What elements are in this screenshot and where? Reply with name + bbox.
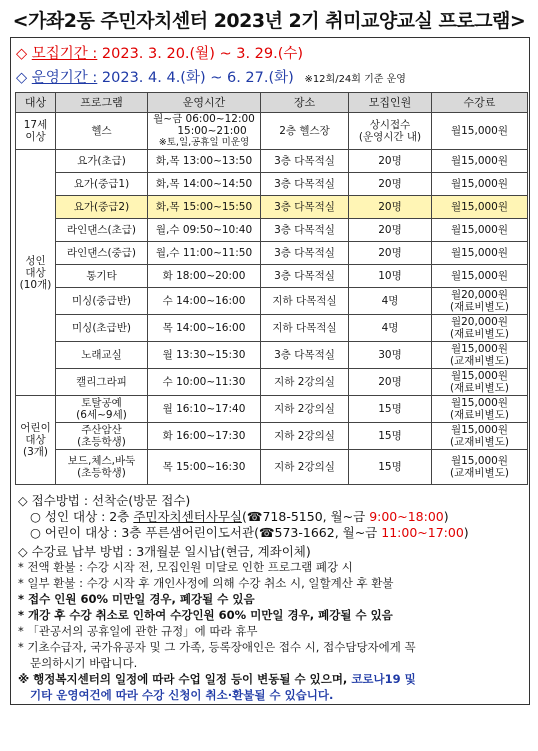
- cell-program: [56, 396, 148, 423]
- table-row: [16, 150, 528, 173]
- header-program: 프로그램: [56, 93, 148, 113]
- cell-line: 라인댄스(중급): [66, 247, 137, 259]
- cell-quota: [349, 173, 432, 196]
- header-time: 운영시간: [148, 93, 261, 113]
- table-row: [16, 423, 528, 450]
- cell-line: 월15,000원: [450, 424, 509, 436]
- cell-line: 노래교실: [81, 349, 122, 361]
- cell-line: 4명: [381, 322, 399, 334]
- cell-line: 지하 다목적실: [272, 295, 337, 307]
- cell-quota: [349, 113, 432, 150]
- cell-fee: [432, 369, 528, 396]
- cell-line: 지하 2강의실: [274, 403, 335, 415]
- note-line: [30, 655, 137, 671]
- cell-place: [261, 450, 349, 485]
- cell-program: [56, 242, 148, 265]
- cell-line: 20명: [378, 201, 402, 213]
- cell-line: 20명: [378, 376, 402, 388]
- cell-line: 헬스: [91, 125, 112, 137]
- cell-line: 30명: [378, 349, 402, 361]
- cell-line: 요가(중급1): [73, 178, 130, 190]
- cell-line: (재료비별도): [450, 301, 509, 313]
- cell-time: [148, 265, 261, 288]
- cell-line: 15명: [378, 403, 402, 415]
- cell-line: (재료비별도): [450, 382, 509, 394]
- note-text: 기타 운영여건에 따라 수강 신청이 취소·환불될 수 있습니다.: [30, 688, 334, 702]
- cell-line: 3층 다목적실: [274, 201, 335, 213]
- cell-time: [148, 288, 261, 315]
- cell-quota: [349, 196, 432, 219]
- note-text: ※ 행정복지센터의 일정에 따라 수업 일정 등이 변동될 수 있으며,: [18, 672, 352, 686]
- cell-line: (초등학생): [77, 467, 126, 479]
- cell-line: 화,목 14:00~14:50: [155, 178, 253, 190]
- apply-adult-office: 주민자치센터사무실: [133, 509, 243, 524]
- cell-time: [148, 315, 261, 342]
- cell-fee: [432, 342, 528, 369]
- cell-place: [261, 342, 349, 369]
- cell-line: ※토,일,공휴일 미운영: [158, 137, 250, 148]
- cell-fee: [432, 265, 528, 288]
- cell-line: 화 16:00~17:30: [162, 430, 246, 442]
- cell-line: 토탈공예: [81, 397, 122, 409]
- cell-line: 월15,000원: [450, 247, 509, 259]
- cell-line: (초등학생): [77, 436, 126, 448]
- cell-line: 요가(초급): [77, 155, 126, 167]
- cell-line: 지하 2강의실: [274, 376, 335, 388]
- cell-place: [261, 288, 349, 315]
- cell-line: 지하 다목적실: [272, 322, 337, 334]
- cell-time: [148, 150, 261, 173]
- table-row: [16, 173, 528, 196]
- cell-line: 15:00~21:00: [177, 125, 247, 137]
- group-label: 17세 이상: [23, 119, 48, 143]
- note-line: * 전액 환불 : 수강 시작 전, 모집인원 미달로 인한 프로그램 폐강 시: [18, 560, 353, 574]
- target-group-adult17: [16, 113, 56, 150]
- cell-place: [261, 315, 349, 342]
- cell-line: (재료비별도): [450, 328, 509, 340]
- cell-line: 월15,000원: [450, 370, 509, 382]
- cell-line: 10명: [378, 270, 402, 282]
- cell-program: [56, 342, 148, 369]
- cell-line: 3층 다목적실: [274, 155, 335, 167]
- cell-fee: [432, 450, 528, 485]
- cell-fee: [432, 288, 528, 315]
- cell-line: 3층 다목적실: [274, 224, 335, 236]
- header-quota: 모집인원: [349, 93, 432, 113]
- cell-place: [261, 196, 349, 219]
- cell-line: (6세~9세): [76, 409, 127, 421]
- cell-line: 미싱(초급반): [72, 322, 131, 334]
- cell-line: 캘리그라피: [76, 376, 127, 388]
- cell-quota: [349, 369, 432, 396]
- apply-child: [30, 523, 469, 541]
- cell-quota: [349, 288, 432, 315]
- cell-fee: [432, 196, 528, 219]
- cell-line: 통기타: [86, 270, 117, 282]
- cell-line: 2층 헬스장: [279, 125, 330, 137]
- cell-place: [261, 150, 349, 173]
- recruit-period: [16, 42, 303, 63]
- note-text: 문의하시기 바랍니다.: [30, 656, 138, 670]
- table-row: [16, 369, 528, 396]
- table-row: [16, 196, 528, 219]
- cell-line: (운영시간 내): [358, 131, 422, 143]
- note-text: * 기초수급자, 국가유공자 및 그 가족, 등록장애인은 접수 시, 접수담당자에게 꼭: [18, 640, 416, 654]
- cell-place: [261, 423, 349, 450]
- note-text: 코로나19 및: [351, 672, 416, 686]
- cell-quota: [349, 242, 432, 265]
- cell-line: 라인댄스(초급): [66, 224, 137, 236]
- cell-time: [148, 242, 261, 265]
- cell-fee: [432, 315, 528, 342]
- cell-line: 미싱(중급반): [72, 295, 131, 307]
- cell-fee: [432, 396, 528, 423]
- cell-place: [261, 242, 349, 265]
- cell-line: 월20,000원: [450, 289, 509, 301]
- operate-value: 2023. 4. 4.(화) ~ 6. 27.(화): [101, 70, 294, 86]
- group-label: 성인 대상 (10개): [19, 254, 52, 291]
- cell-program: [56, 315, 148, 342]
- target-group-adult: [16, 150, 56, 396]
- apply-adult-text: ○ 성인 대상 : 2층: [30, 509, 134, 524]
- note-line: * 일부 환불 : 수강 시작 후 개인사정에 의해 수강 취소 시, 일할계산 후 환불: [18, 576, 394, 590]
- cell-line: 보드,체스,바둑: [67, 455, 136, 467]
- cell-line: 월,수 11:00~11:50: [155, 247, 253, 259]
- apply-adult-hours: 9:00~18:00: [369, 509, 444, 524]
- header-place: 장소: [261, 93, 349, 113]
- cell-program: [56, 219, 148, 242]
- cell-line: 화,목 15:00~15:50: [155, 201, 253, 213]
- cell-fee: [432, 173, 528, 196]
- cell-fee: [432, 219, 528, 242]
- cell-place: [261, 219, 349, 242]
- cell-program: [56, 450, 148, 485]
- cell-quota: [349, 265, 432, 288]
- cell-line: 20명: [378, 224, 402, 236]
- group-label: 어린이 대상 (3개): [20, 422, 51, 458]
- cell-quota: [349, 219, 432, 242]
- cell-line: 월15,000원: [450, 155, 509, 167]
- cell-quota: [349, 423, 432, 450]
- table-row: [16, 265, 528, 288]
- cell-program: [56, 173, 148, 196]
- cell-line: 수 14:00~16:00: [162, 295, 246, 307]
- table-row: [16, 342, 528, 369]
- cell-line: 4명: [381, 295, 399, 307]
- cell-program: [56, 423, 148, 450]
- cell-line: 15명: [378, 430, 402, 442]
- cell-line: 월15,000원: [450, 397, 509, 409]
- cell-time: [148, 113, 261, 150]
- cell-fee: [432, 150, 528, 173]
- cell-line: 목 15:00~16:30: [162, 461, 246, 473]
- apply-child-hours: 11:00~17:00: [381, 525, 464, 540]
- cell-quota: [349, 450, 432, 485]
- cell-quota: [349, 342, 432, 369]
- cell-line: 월15,000원: [450, 455, 509, 467]
- cell-quota: [349, 150, 432, 173]
- cell-line: (교재비별도): [450, 467, 509, 479]
- cell-line: 지하 2강의실: [274, 430, 335, 442]
- cell-fee: [432, 423, 528, 450]
- note-line: * 개강 후 수강 취소로 인하여 수강인원 60% 미만일 경우, 폐강될 수 있음: [18, 608, 393, 622]
- cell-quota: [349, 315, 432, 342]
- cell-time: [148, 196, 261, 219]
- cell-line: 월15,000원: [450, 125, 509, 137]
- cell-place: [261, 396, 349, 423]
- note-line: [18, 639, 416, 655]
- recruit-value: 2023. 3. 20.(월) ~ 3. 29.(수): [101, 46, 304, 62]
- note-line: * 「관공서의 공휴일에 관한 규정」에 따라 휴무: [18, 624, 258, 638]
- cell-line: 월15,000원: [450, 224, 509, 236]
- header-target: 대상: [16, 93, 56, 113]
- cell-line: 월20,000원: [450, 316, 509, 328]
- recruit-label: 모집기간 :: [31, 46, 98, 62]
- program-table: [15, 92, 528, 485]
- cell-line: 20명: [378, 247, 402, 259]
- operate-note: ※12회/24회 기준 운영: [304, 74, 406, 85]
- cell-program: [56, 265, 148, 288]
- cell-place: [261, 265, 349, 288]
- cell-line: 3층 다목적실: [274, 178, 335, 190]
- page-title: <가좌2동 주민자치센터 2023년 2기 취미교양교실 프로그램>: [12, 10, 526, 32]
- table-row: [16, 450, 528, 485]
- cell-line: 지하 2강의실: [274, 461, 335, 473]
- fee-method: ◇ 수강료 납부 방법 : 3개월분 일시납(현금, 계좌이체): [18, 544, 311, 559]
- cell-time: [148, 423, 261, 450]
- header-fee: 수강료: [432, 93, 528, 113]
- cell-program: [56, 288, 148, 315]
- cell-time: [148, 450, 261, 485]
- cell-program: [56, 196, 148, 219]
- operate-label: 운영기간 :: [31, 70, 98, 86]
- table-header-row: [16, 93, 528, 113]
- note-line: [18, 671, 416, 687]
- apply-method: ◇ 접수방법 : 선착순(방문 접수): [18, 493, 191, 508]
- cell-line: 월,수 09:50~10:40: [155, 224, 253, 236]
- cell-place: [261, 113, 349, 150]
- cell-line: 수 10:00~11:30: [162, 376, 246, 388]
- cell-time: [148, 369, 261, 396]
- table-row: [16, 219, 528, 242]
- table-row: [16, 288, 528, 315]
- target-group-child: [16, 396, 56, 485]
- apply-adult-end: ): [443, 509, 449, 524]
- cell-line: 화 18:00~20:00: [162, 270, 246, 282]
- cell-place: [261, 369, 349, 396]
- recruit-bullet: ◇: [16, 46, 28, 62]
- cell-fee: [432, 113, 528, 150]
- cell-quota: [349, 396, 432, 423]
- note-line: [30, 687, 333, 703]
- table-row: [16, 396, 528, 423]
- cell-time: [148, 219, 261, 242]
- cell-line: (교재비별도): [450, 436, 509, 448]
- apply-adult-tel: (☎718-5150, 월~금: [242, 509, 370, 524]
- note-line: * 접수 인원 60% 미만일 경우, 폐강될 수 있음: [18, 592, 255, 606]
- cell-line: 목 14:00~16:00: [162, 322, 246, 334]
- cell-line: 요가(중급2): [73, 201, 130, 213]
- cell-line: 15명: [378, 461, 402, 473]
- operate-period: [16, 66, 406, 87]
- table-row: [16, 242, 528, 265]
- cell-line: (교재비별도): [450, 355, 509, 367]
- table-row: [16, 315, 528, 342]
- cell-line: 주산암산: [81, 424, 122, 436]
- apply-child-text: ○ 어린이 대상 : 3층 푸른샘어린이도서관(☎573-1662, 월~금: [30, 525, 382, 540]
- cell-fee: [432, 242, 528, 265]
- apply-child-end: ): [463, 525, 469, 540]
- cell-line: (재료비별도): [450, 409, 509, 421]
- cell-line: 월~금 06:00~12:00: [153, 113, 255, 125]
- cell-program: [56, 369, 148, 396]
- cell-line: 3층 다목적실: [274, 270, 335, 282]
- cell-line: 3층 다목적실: [274, 247, 335, 259]
- cell-time: [148, 173, 261, 196]
- table-row: [16, 113, 528, 150]
- cell-line: 월15,000원: [450, 178, 509, 190]
- cell-line: 화,목 13:00~13:50: [155, 155, 253, 167]
- cell-line: 월 13:30~15:30: [162, 349, 246, 361]
- cell-line: 월 16:10~17:40: [162, 403, 246, 415]
- cell-time: [148, 342, 261, 369]
- operate-bullet: ◇: [16, 70, 28, 86]
- cell-line: 20명: [378, 178, 402, 190]
- cell-line: 월15,000원: [450, 270, 509, 282]
- cell-line: 상시접수: [369, 119, 411, 131]
- cell-line: 월15,000원: [450, 201, 509, 213]
- cell-line: 3층 다목적실: [274, 349, 335, 361]
- cell-line: 월15,000원: [450, 343, 509, 355]
- cell-program: [56, 150, 148, 173]
- cell-line: 20명: [378, 155, 402, 167]
- cell-time: [148, 396, 261, 423]
- cell-place: [261, 173, 349, 196]
- cell-program: [56, 113, 148, 150]
